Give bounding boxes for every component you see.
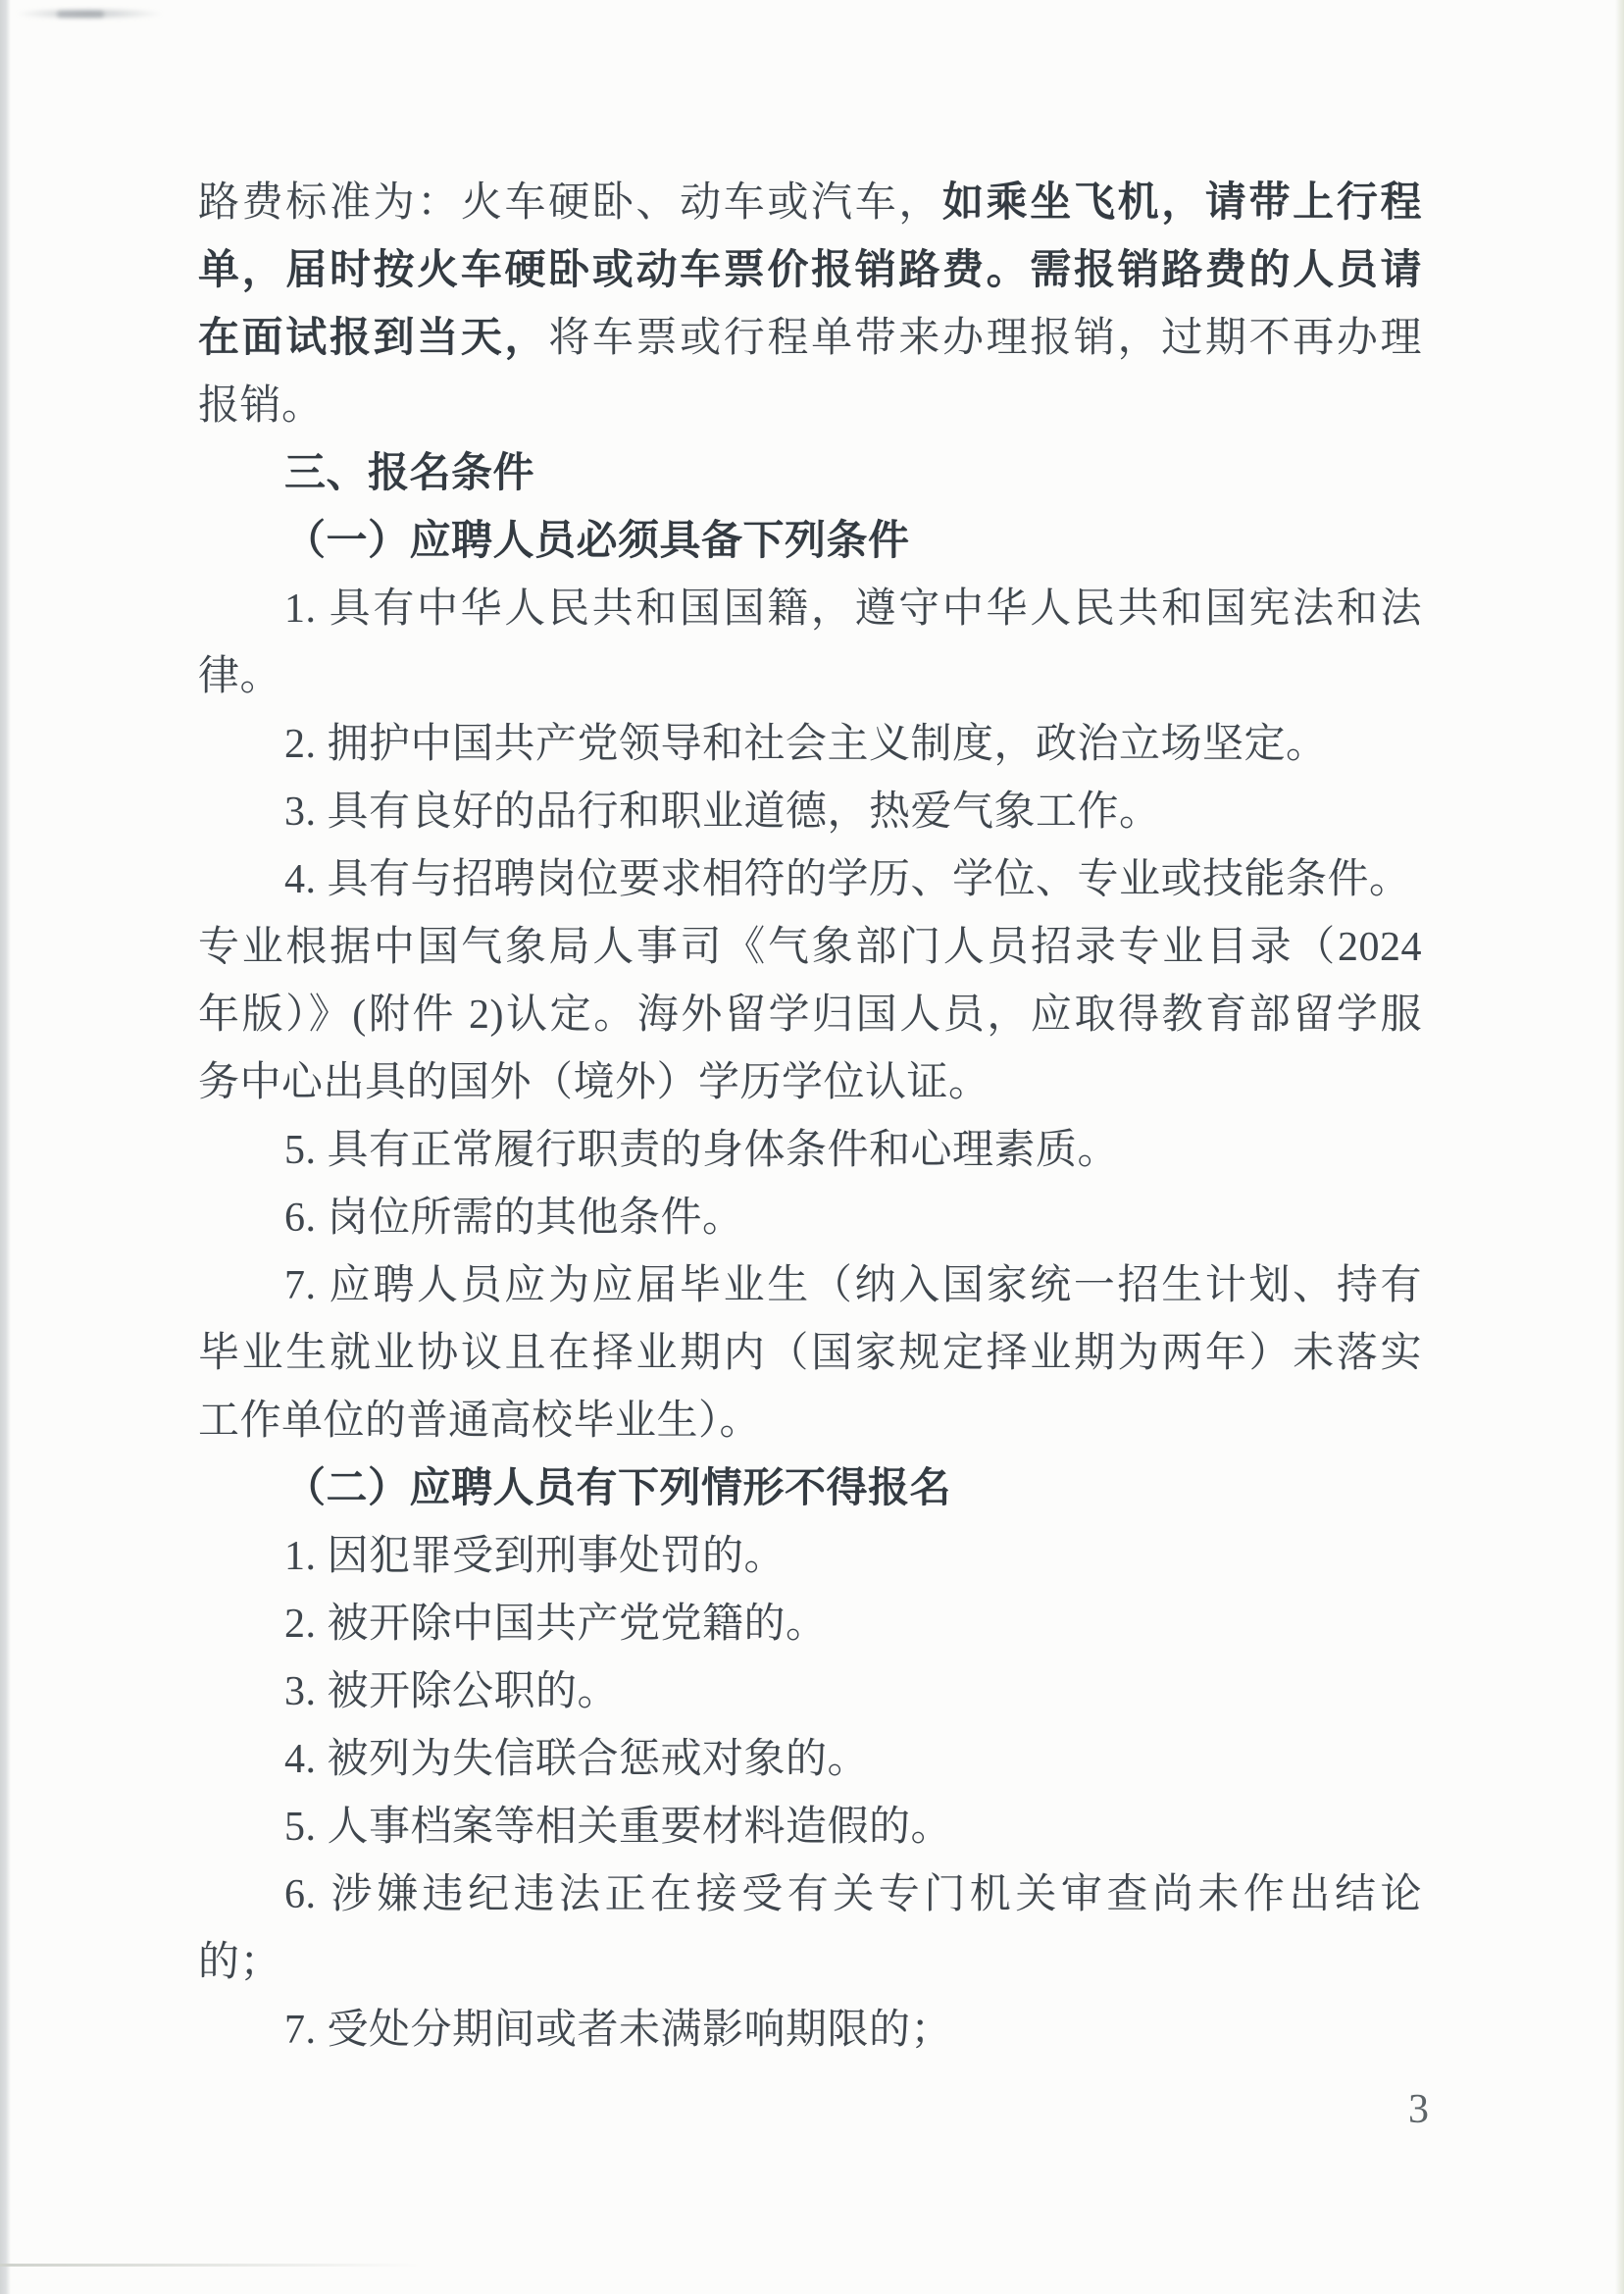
text-segment: 5. 具有正常履行职责的身体条件和心理素质。	[284, 1128, 1120, 1173]
text-line	[198, 711, 1422, 779]
text-line	[198, 1049, 1422, 1117]
text-line	[198, 1794, 1422, 1861]
text-segment: 3. 被开除公职的。	[284, 1669, 620, 1714]
scan-artifact-bottom-edge	[0, 2264, 422, 2267]
text-segment: 4. 具有与招聘岗位要求相符的学历、学位、专业或技能条件。	[284, 857, 1411, 902]
heading-text: （一）应聘人员必须具备下列条件	[284, 519, 910, 564]
text-segment: 1. 因犯罪受到刑事处罚的。	[284, 1534, 787, 1579]
text-segment: 年版）》(附件 2)认定。海外留学归国人员，应取得教育部留学服	[198, 993, 1422, 1038]
text-segment: 7. 应聘人员应为应届毕业生（纳入国家统一招生计划、持有	[284, 1263, 1422, 1308]
text-segment: 7. 受处分期间或者未满影响期限的；	[284, 2008, 953, 2053]
text-segment: 2. 被开除中国共产党党籍的。	[284, 1602, 828, 1647]
text-segment: 1. 具有中华人民共和国国籍，遵守中华人民共和国宪法和法	[284, 586, 1422, 632]
text-segment: 专业根据中国气象局人事司《气象部门人员招录专业目录（2024	[198, 925, 1422, 970]
scan-artifact-right-edge	[1615, 0, 1624, 2294]
text-segment: 在面试报到当天，	[198, 316, 549, 361]
text-segment: 2. 拥护中国共产党领导和社会主义制度，政治立场坚定。	[284, 722, 1328, 767]
text-segment: 如乘坐飞机，请带上行程	[942, 180, 1422, 226]
text-segment: 路费标准为：火车硬卧、动车或汽车，	[198, 180, 942, 226]
text-line	[198, 1117, 1422, 1185]
text-line	[198, 1185, 1422, 1252]
section-heading	[198, 1455, 1422, 1523]
section-heading	[198, 440, 1422, 508]
text-segment: 将车票或行程单带来办理报销，过期不再办理	[548, 316, 1422, 361]
text-segment: 6. 岗位所需的其他条件。	[284, 1196, 744, 1241]
text-segment: 毕业生就业协议且在择业期内（国家规定择业期为两年）未落实	[198, 1331, 1422, 1376]
text-line	[198, 237, 1422, 305]
text-line	[198, 1252, 1422, 1320]
text-line	[198, 914, 1422, 982]
text-line	[198, 1388, 1422, 1455]
text-line	[198, 576, 1422, 643]
text-segment: 律。	[198, 654, 282, 699]
text-segment: 工作单位的普通高校毕业生）。	[198, 1399, 762, 1444]
text-segment: 单，届时按火车硬卧或动车票价报销路费。需报销路费的人员请	[198, 248, 1422, 293]
text-line	[198, 846, 1422, 914]
text-line	[198, 373, 1422, 440]
text-line	[198, 1523, 1422, 1591]
text-line	[198, 1658, 1422, 1726]
text-segment: 5. 人事档案等相关重要材料造假的。	[284, 1805, 953, 1850]
text-line	[198, 1997, 1422, 2065]
text-line	[198, 1861, 1422, 1929]
text-segment: 的；	[198, 1940, 282, 1985]
text-line	[198, 305, 1422, 373]
text-segment: 报销。	[198, 383, 324, 429]
text-segment: 4. 被列为失信联合惩戒对象的。	[284, 1737, 870, 1782]
text-line	[198, 170, 1422, 237]
section-heading	[198, 508, 1422, 576]
text-line	[198, 1591, 1422, 1658]
scan-artifact-top-smudge	[57, 11, 104, 18]
text-segment: 6. 涉嫌违纪违法正在接受有关专门机关审查尚未作出结论	[284, 1872, 1422, 1917]
text-line	[198, 779, 1422, 846]
heading-text: 三、报名条件	[284, 451, 535, 496]
text-segment: 务中心出具的国外（境外）学历学位认证。	[198, 1060, 990, 1105]
text-line	[198, 643, 1422, 711]
text-line	[198, 1320, 1422, 1388]
text-segment: 3. 具有良好的品行和职业道德，热爱气象工作。	[284, 790, 1161, 835]
scan-artifact-left-edge	[0, 0, 11, 2294]
text-line	[198, 982, 1422, 1049]
document-text	[198, 170, 1422, 2065]
text-line	[198, 1929, 1422, 1997]
heading-text: （二）应聘人员有下列情形不得报名	[284, 1466, 952, 1511]
page-number: 3	[1408, 2087, 1429, 2132]
text-line	[198, 1726, 1422, 1794]
